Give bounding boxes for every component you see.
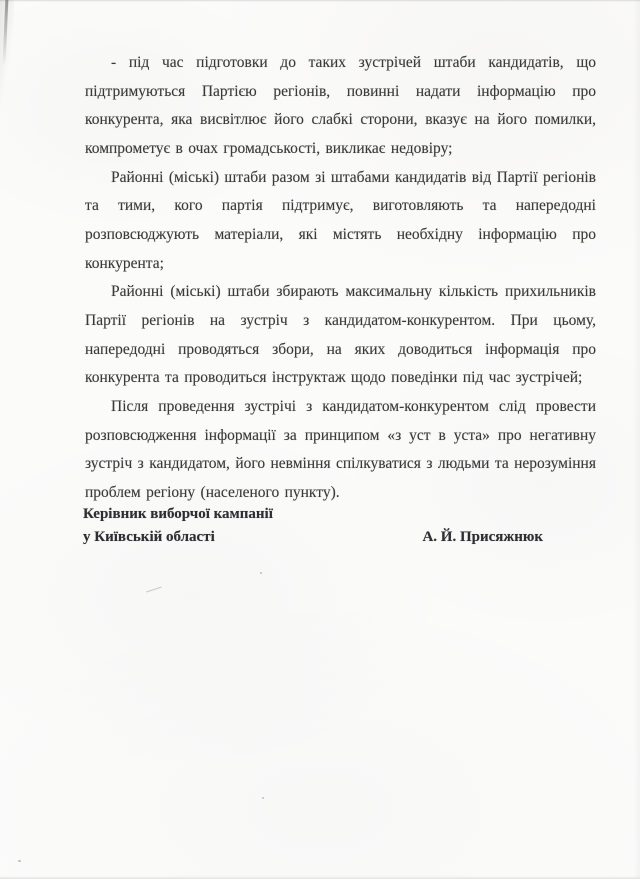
signature-block xyxy=(83,503,543,548)
paper-scratch xyxy=(146,587,162,593)
signature-role xyxy=(83,503,273,548)
paper-speck xyxy=(260,572,262,574)
scan-edge-top xyxy=(0,0,640,2)
paper-speck xyxy=(18,860,21,862)
paragraph-meeting-preparation: - під час підготовки до таких зустрічей штаби кандидатів, що підтримуються Партією регіонів, повинні надати інформацію про конкурента, яка висвітлює його слабкі сторони, вказує на його помилки, компрометує в очах громадськості, викликає недовіру; xyxy=(85,54,596,157)
paragraph-materials-distribution: Районні (міські) штаби разом зі штабами кандидатів від Партії регіонів та тими, кого партія підтримує, виготовляють та напередодні розповсюджують матеріали, які містять необхідну інформацію про конкурента; xyxy=(85,168,596,272)
signature-name: А. Й. Присяжнюк xyxy=(422,528,543,545)
paragraph-gathering-supporters: Районні (міські) штаби збирають максимальну кількість прихильників Партії регіонів на зустріч з кандидатом-конкурентом. При цьому, напередодні проводяться збори, на яких доводиться інформація про конкурента та проводиться інструктаж щодо поведінки під час зустрічей; xyxy=(85,283,596,387)
scan-edge-artifact xyxy=(2,0,8,66)
paragraph-word-of-mouth: Після проведення зустрічі з кандидатом-конкурентом слід провести розповсюдження інформації за принципом «з уст в уста» про негативну зустріч з кандидатом, його невміння спілкуватися з людьми та нерозуміння проблем регіону (населеного пункту). xyxy=(85,397,596,501)
signature-role-line-2: у Київській області xyxy=(83,528,215,545)
signature-role-line-1: Керівник виборчої кампанії xyxy=(83,506,273,522)
paper-speck xyxy=(262,797,264,799)
document-body xyxy=(85,49,596,508)
scan-edge-right xyxy=(633,0,640,879)
